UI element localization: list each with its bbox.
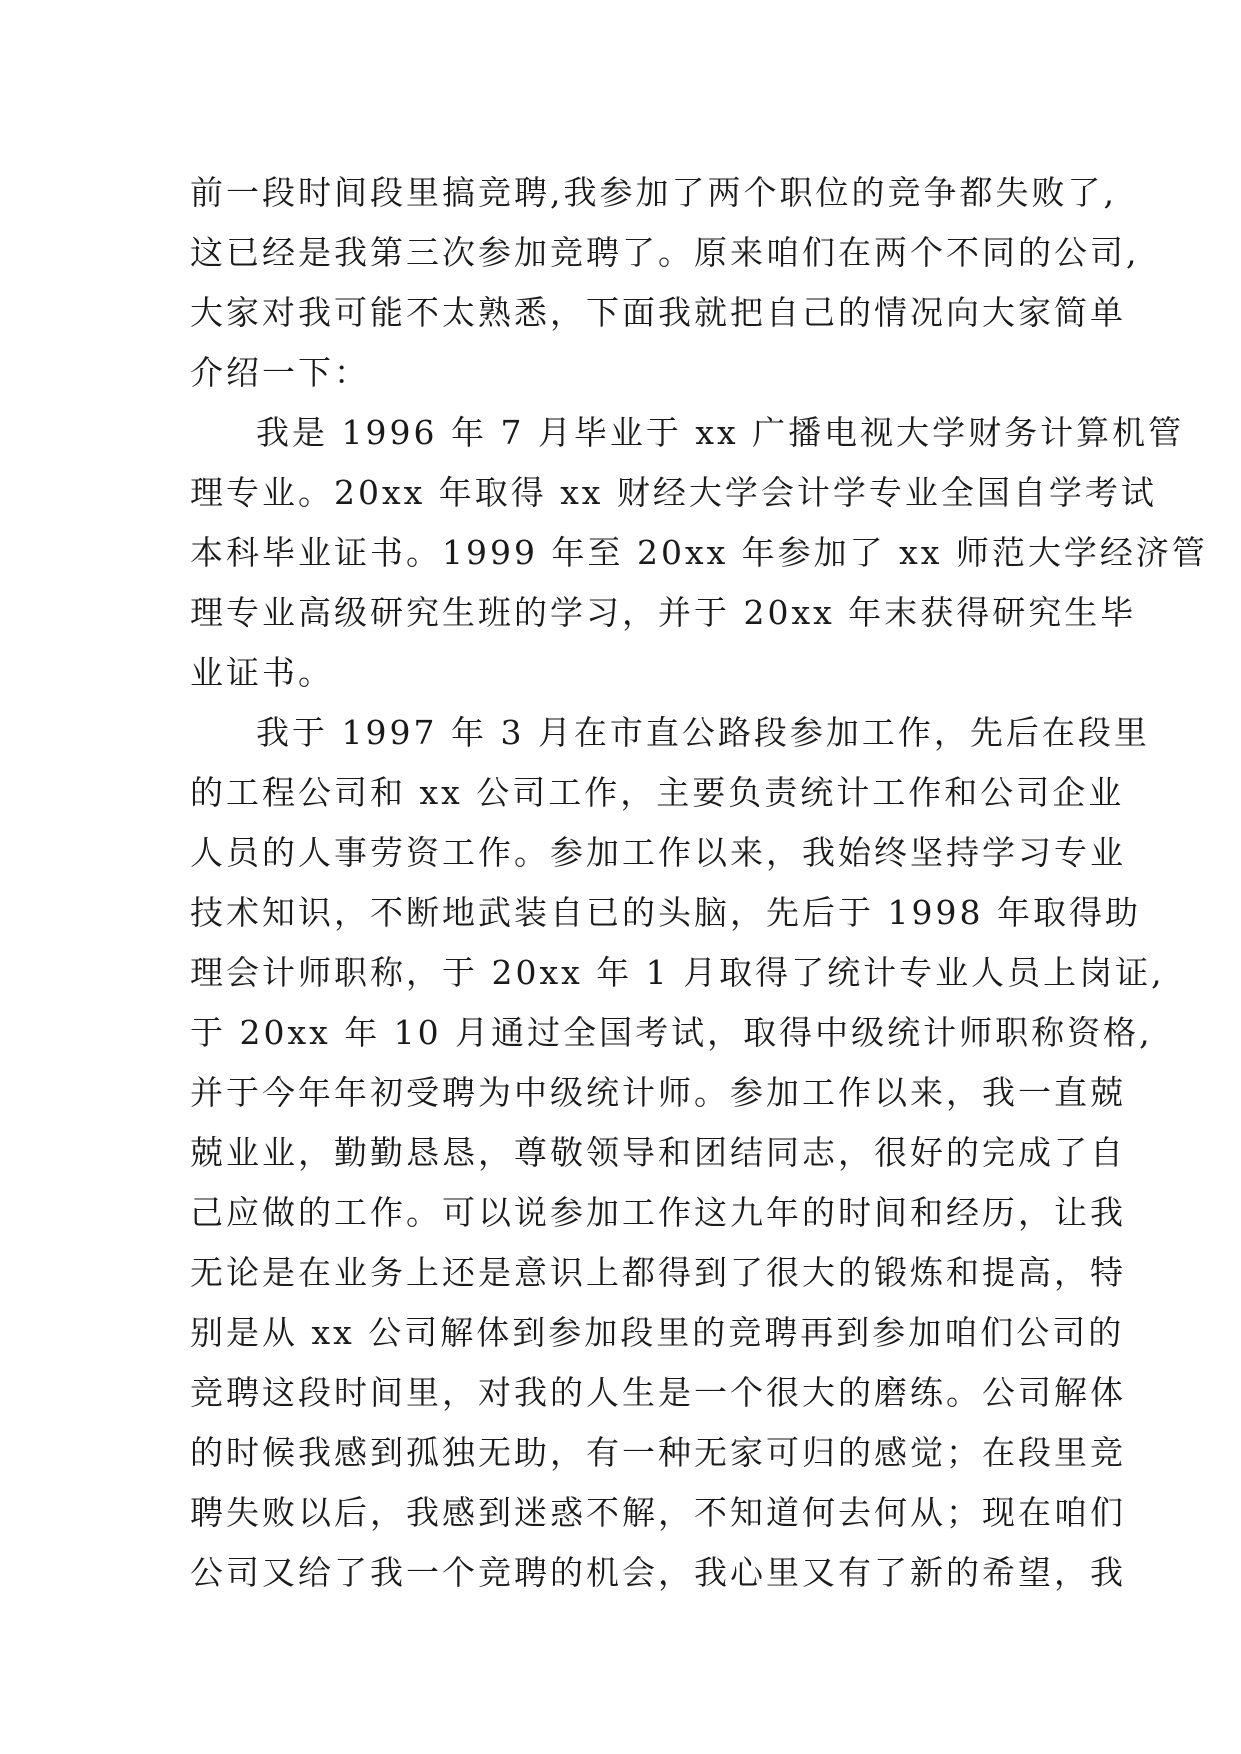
text-line: 并于今年年初受聘为中级统计师。参加工作以来，我一直兢 xyxy=(190,1073,1126,1112)
paragraph-start-line: 我于 1997 年 3 月在市直公路段参加工作，先后在段里 xyxy=(256,713,1150,752)
text-line: 前一段时间段里搞竞聘,我参加了两个职位的竞争都失败了, xyxy=(190,173,1117,212)
text-line: 的时候我感到孤独无助，有一种无家可归的感觉；在段里竞 xyxy=(190,1433,1126,1472)
text-line: 公司又给了我一个竞聘的机会，我心里又有了新的希望，我 xyxy=(190,1553,1126,1592)
text-line: 本科毕业证书。1999 年至 20xx 年参加了 xx 师范大学经济管 xyxy=(190,533,1208,572)
text-line: 技术知识，不断地武装自已的头脑，先后于 1998 年取得助 xyxy=(190,893,1141,932)
text-line: 己应做的工作。可以说参加工作这九年的时间和经历，让我 xyxy=(190,1193,1126,1232)
text-line: 业证书。 xyxy=(190,653,334,692)
text-line: 介绍一下： xyxy=(190,353,370,392)
text-line: 别是从 xx 公司解体到参加段里的竞聘再到参加咱们公司的 xyxy=(190,1313,1125,1352)
text-line: 于 20xx 年 10 月通过全国考试，取得中级统计师职称资格, xyxy=(190,1013,1153,1052)
document-body xyxy=(190,163,1208,1603)
text-line: 的工程公司和 xx 公司工作，主要负责统计工作和公司企业 xyxy=(190,773,1125,812)
text-line: 理会计师职称，于 20xx 年 1 月取得了统计专业人员上岗证, xyxy=(190,953,1165,992)
text-line: 竞聘这段时间里，对我的人生是一个很大的磨练。公司解体 xyxy=(190,1373,1126,1412)
text-line: 无论是在业务上还是意识上都得到了很大的锻炼和提高，特 xyxy=(190,1253,1126,1292)
text-line: 理专业高级研究生班的学习，并于 20xx 年末获得研究生毕 xyxy=(190,593,1137,632)
text-line: 大家对我可能不太熟悉，下面我就把自己的情况向大家简单 xyxy=(190,293,1126,332)
text-line: 人员的人事劳资工作。参加工作以来，我始终坚持学习专业 xyxy=(190,833,1126,872)
text-line: 聘失败以后，我感到迷惑不解，不知道何去何从；现在咱们 xyxy=(190,1493,1126,1532)
text-line: 理专业。20xx 年取得 xx 财经大学会计学专业全国自学考试 xyxy=(190,473,1157,512)
paragraph-start-line: 我是 1996 年 7 月毕业于 xx 广播电视大学财务计算机管 xyxy=(256,413,1185,452)
text-line: 兢业业，勤勤恳恳，尊敬领导和团结同志，很好的完成了自 xyxy=(190,1133,1126,1172)
text-line: 这已经是我第三次参加竞聘了。原来咱们在两个不同的公司, xyxy=(190,233,1140,272)
